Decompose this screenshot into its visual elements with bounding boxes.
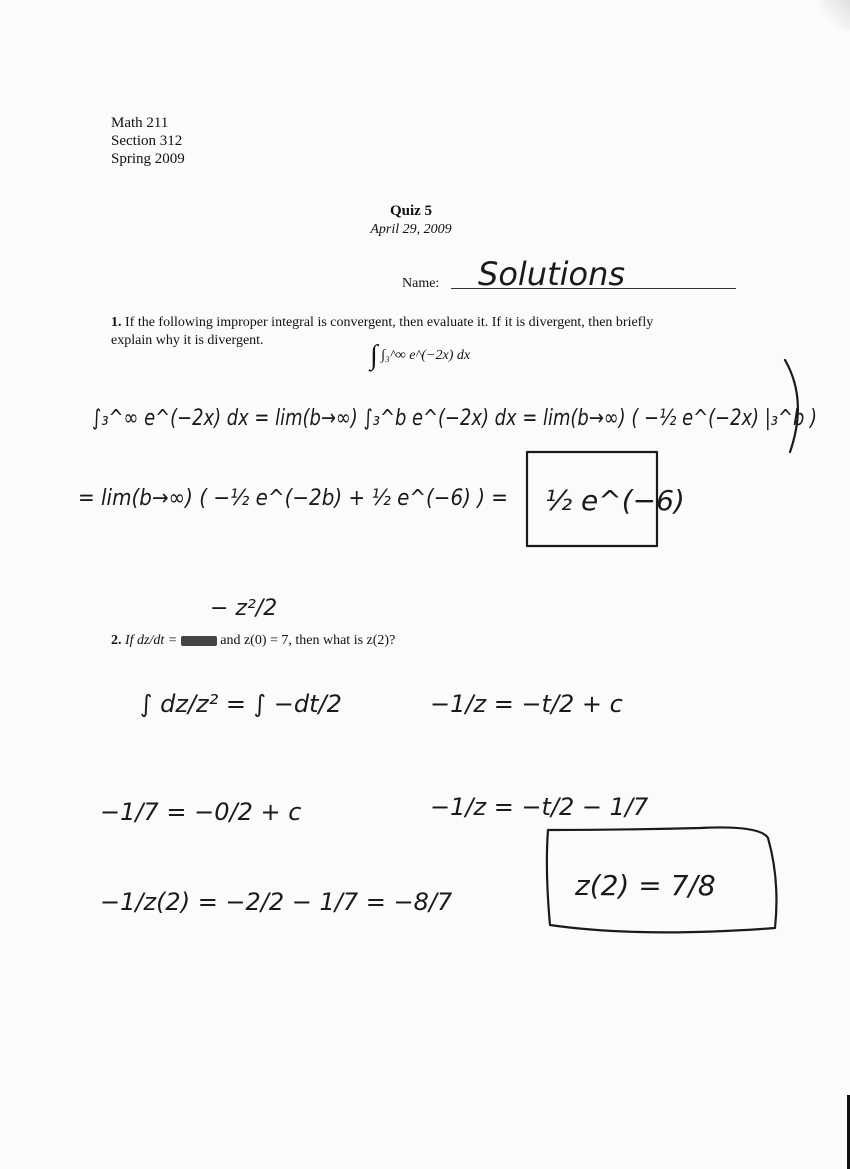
name-label: Name: bbox=[402, 276, 440, 291]
course-name: Math 211 bbox=[111, 115, 169, 131]
p1-line2: = lim(b→∞) ( −½ e^(−2b) + ½ e^(−6) ) = bbox=[78, 486, 508, 511]
p2-step1: ∫ dz/z² = ∫ −dt/2 bbox=[140, 690, 342, 718]
course-section: Section 312 bbox=[111, 133, 183, 149]
problem-2-number: 2. bbox=[111, 633, 122, 648]
problem-1-number: 1. bbox=[111, 315, 122, 330]
p2-correction: − z²/2 bbox=[210, 596, 278, 621]
p2-step2: −1/z = −t/2 + c bbox=[430, 690, 623, 718]
p2-step5: −1/z(2) = −2/2 − 1/7 = −8/7 bbox=[100, 888, 453, 916]
p2-step3: −1/7 = −0/2 + c bbox=[100, 798, 302, 826]
p2-answer: z(2) = 7/8 bbox=[575, 869, 716, 902]
problem-1-integral-text: ∫₃^∞ e^(−2x) dx bbox=[381, 348, 471, 364]
p2-step4: −1/z = −t/2 − 1/7 bbox=[430, 793, 649, 821]
course-term: Spring 2009 bbox=[111, 151, 185, 167]
quiz-date: April 29, 2009 bbox=[370, 222, 452, 237]
problem-1-line2: explain why it is divergent. bbox=[111, 333, 264, 348]
p1-line1: ∫₃^∞ e^(−2x) dx = lim(b→∞) ∫₃^b e^(−2x) dx = lim(b→∞) ( −½ e^(−2x) |₃^b ) bbox=[92, 406, 817, 431]
name-handwritten: Solutions bbox=[478, 255, 626, 293]
quiz-title: Quiz 5 bbox=[389, 203, 433, 219]
problem-1-integral: ∫ ∫₃^∞ e^(−2x) dx bbox=[370, 340, 471, 371]
problem-2-text-pre: If dz/dt = bbox=[125, 633, 178, 648]
problem-1-line1: If the following improper integral is convergent, then evaluate it. If it is divergent, then briefly bbox=[125, 315, 654, 330]
problem-2-text-post: and z(0) = 7, then what is z(2)? bbox=[220, 633, 396, 648]
p1-answer: ½ e^(−6) bbox=[545, 484, 685, 517]
